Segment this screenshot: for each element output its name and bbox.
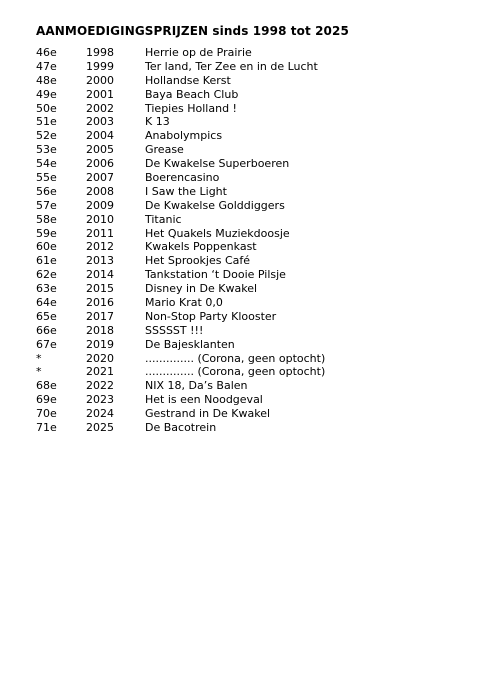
year-label: 2007 xyxy=(86,171,114,185)
year-label: 2025 xyxy=(86,421,114,435)
theme-label: Het Sprookjes Café xyxy=(145,254,251,268)
theme-label: Titanic xyxy=(145,212,182,226)
year-label: 2013 xyxy=(86,254,114,268)
theme-label: Ter land, Ter Zee en in de Lucht xyxy=(145,59,318,73)
rank-label: 61e xyxy=(36,254,57,268)
theme-label: Hollandse Kerst xyxy=(145,73,231,87)
year-label: 2017 xyxy=(86,309,114,323)
theme-label: Het Quakels Muziekdoosje xyxy=(145,226,290,240)
theme-label: De Kwakelse Golddiggers xyxy=(145,198,285,212)
rank-label: 64e xyxy=(36,296,57,310)
year-label: 2000 xyxy=(86,73,114,87)
year-label: 2021 xyxy=(86,365,114,379)
theme-label: SSSSST !!! xyxy=(145,323,204,337)
theme-label: NIX 18, Da’s Balen xyxy=(145,379,248,393)
document-title: AANMOEDIGINGSPRIJZEN sinds 1998 tot 2025 xyxy=(36,24,349,38)
rank-label: 68e xyxy=(36,379,57,393)
rank-label: 59e xyxy=(36,226,57,240)
theme-label: K 13 xyxy=(145,115,170,129)
year-label: 2023 xyxy=(86,393,114,407)
rank-label: 65e xyxy=(36,309,57,323)
year-label: 2012 xyxy=(86,240,114,254)
theme-label: Tankstation ‘t Dooie Pilsje xyxy=(145,268,286,282)
rank-label: 52e xyxy=(36,129,57,143)
rank-label: 56e xyxy=(36,184,57,198)
year-label: 2008 xyxy=(86,184,114,198)
rank-label: 48e xyxy=(36,73,57,87)
year-label: 2004 xyxy=(86,129,114,143)
rank-label: 62e xyxy=(36,268,57,282)
rank-label: 70e xyxy=(36,407,57,421)
rank-label: 60e xyxy=(36,240,57,254)
theme-label: Tiepies Holland ! xyxy=(145,101,237,115)
year-label: 2006 xyxy=(86,157,114,171)
rank-label: 54e xyxy=(36,157,57,171)
rank-label: 47e xyxy=(36,59,57,73)
theme-label: De Bacotrein xyxy=(145,421,217,435)
theme-label: De Kwakelse Superboeren xyxy=(145,157,290,171)
rank-label: 53e xyxy=(36,143,57,157)
year-label: 2005 xyxy=(86,143,114,157)
rank-label: 67e xyxy=(36,337,57,351)
rank-label: * xyxy=(36,351,42,365)
theme-label: I Saw the Light xyxy=(145,184,227,198)
rank-label: 66e xyxy=(36,323,57,337)
theme-label: Mario Krat 0,0 xyxy=(145,296,223,310)
year-label: 2024 xyxy=(86,407,114,421)
theme-label: De Bajesklanten xyxy=(145,337,235,351)
year-label: 2022 xyxy=(86,379,114,393)
theme-label: Kwakels Poppenkast xyxy=(145,240,257,254)
rank-label: 46e xyxy=(36,46,57,59)
theme-label: Anabolympics xyxy=(145,129,223,143)
theme-label: Het is een Noodgeval xyxy=(145,393,263,407)
rank-label: 71e xyxy=(36,421,57,435)
theme-label: Baya Beach Club xyxy=(145,87,239,101)
theme-label: Boerencasino xyxy=(145,171,220,185)
rank-label: 58e xyxy=(36,212,57,226)
rank-label: 63e xyxy=(36,282,57,296)
rank-label: 55e xyxy=(36,171,57,185)
year-label: 2015 xyxy=(86,282,114,296)
rank-label: 51e xyxy=(36,115,57,129)
year-label: 2019 xyxy=(86,337,114,351)
rank-label: * xyxy=(36,365,42,379)
rank-label: 50e xyxy=(36,101,57,115)
theme-label: Non-Stop Party Klooster xyxy=(145,309,277,323)
year-label: 2010 xyxy=(86,212,114,226)
rank-label: 57e xyxy=(36,198,57,212)
year-label: 1998 xyxy=(86,46,114,59)
theme-label: Disney in De Kwakel xyxy=(145,282,258,296)
year-label: 2018 xyxy=(86,323,114,337)
rank-label: 49e xyxy=(36,87,57,101)
year-label: 2011 xyxy=(86,226,114,240)
year-label: 2016 xyxy=(86,296,114,310)
year-label: 2020 xyxy=(86,351,114,365)
rank-label: 69e xyxy=(36,393,57,407)
theme-label: .............. (Corona, geen optocht) xyxy=(145,351,326,365)
theme-label: .............. (Corona, geen optocht) xyxy=(145,365,326,379)
year-label: 2002 xyxy=(86,101,114,115)
year-label: 2014 xyxy=(86,268,114,282)
year-label: 2001 xyxy=(86,87,114,101)
year-label: 1999 xyxy=(86,59,114,73)
year-label: 2009 xyxy=(86,198,114,212)
year-label: 2003 xyxy=(86,115,114,129)
theme-label: Grease xyxy=(145,143,184,157)
theme-label: Gestrand in De Kwakel xyxy=(145,407,271,421)
theme-label: Herrie op de Prairie xyxy=(145,46,252,59)
